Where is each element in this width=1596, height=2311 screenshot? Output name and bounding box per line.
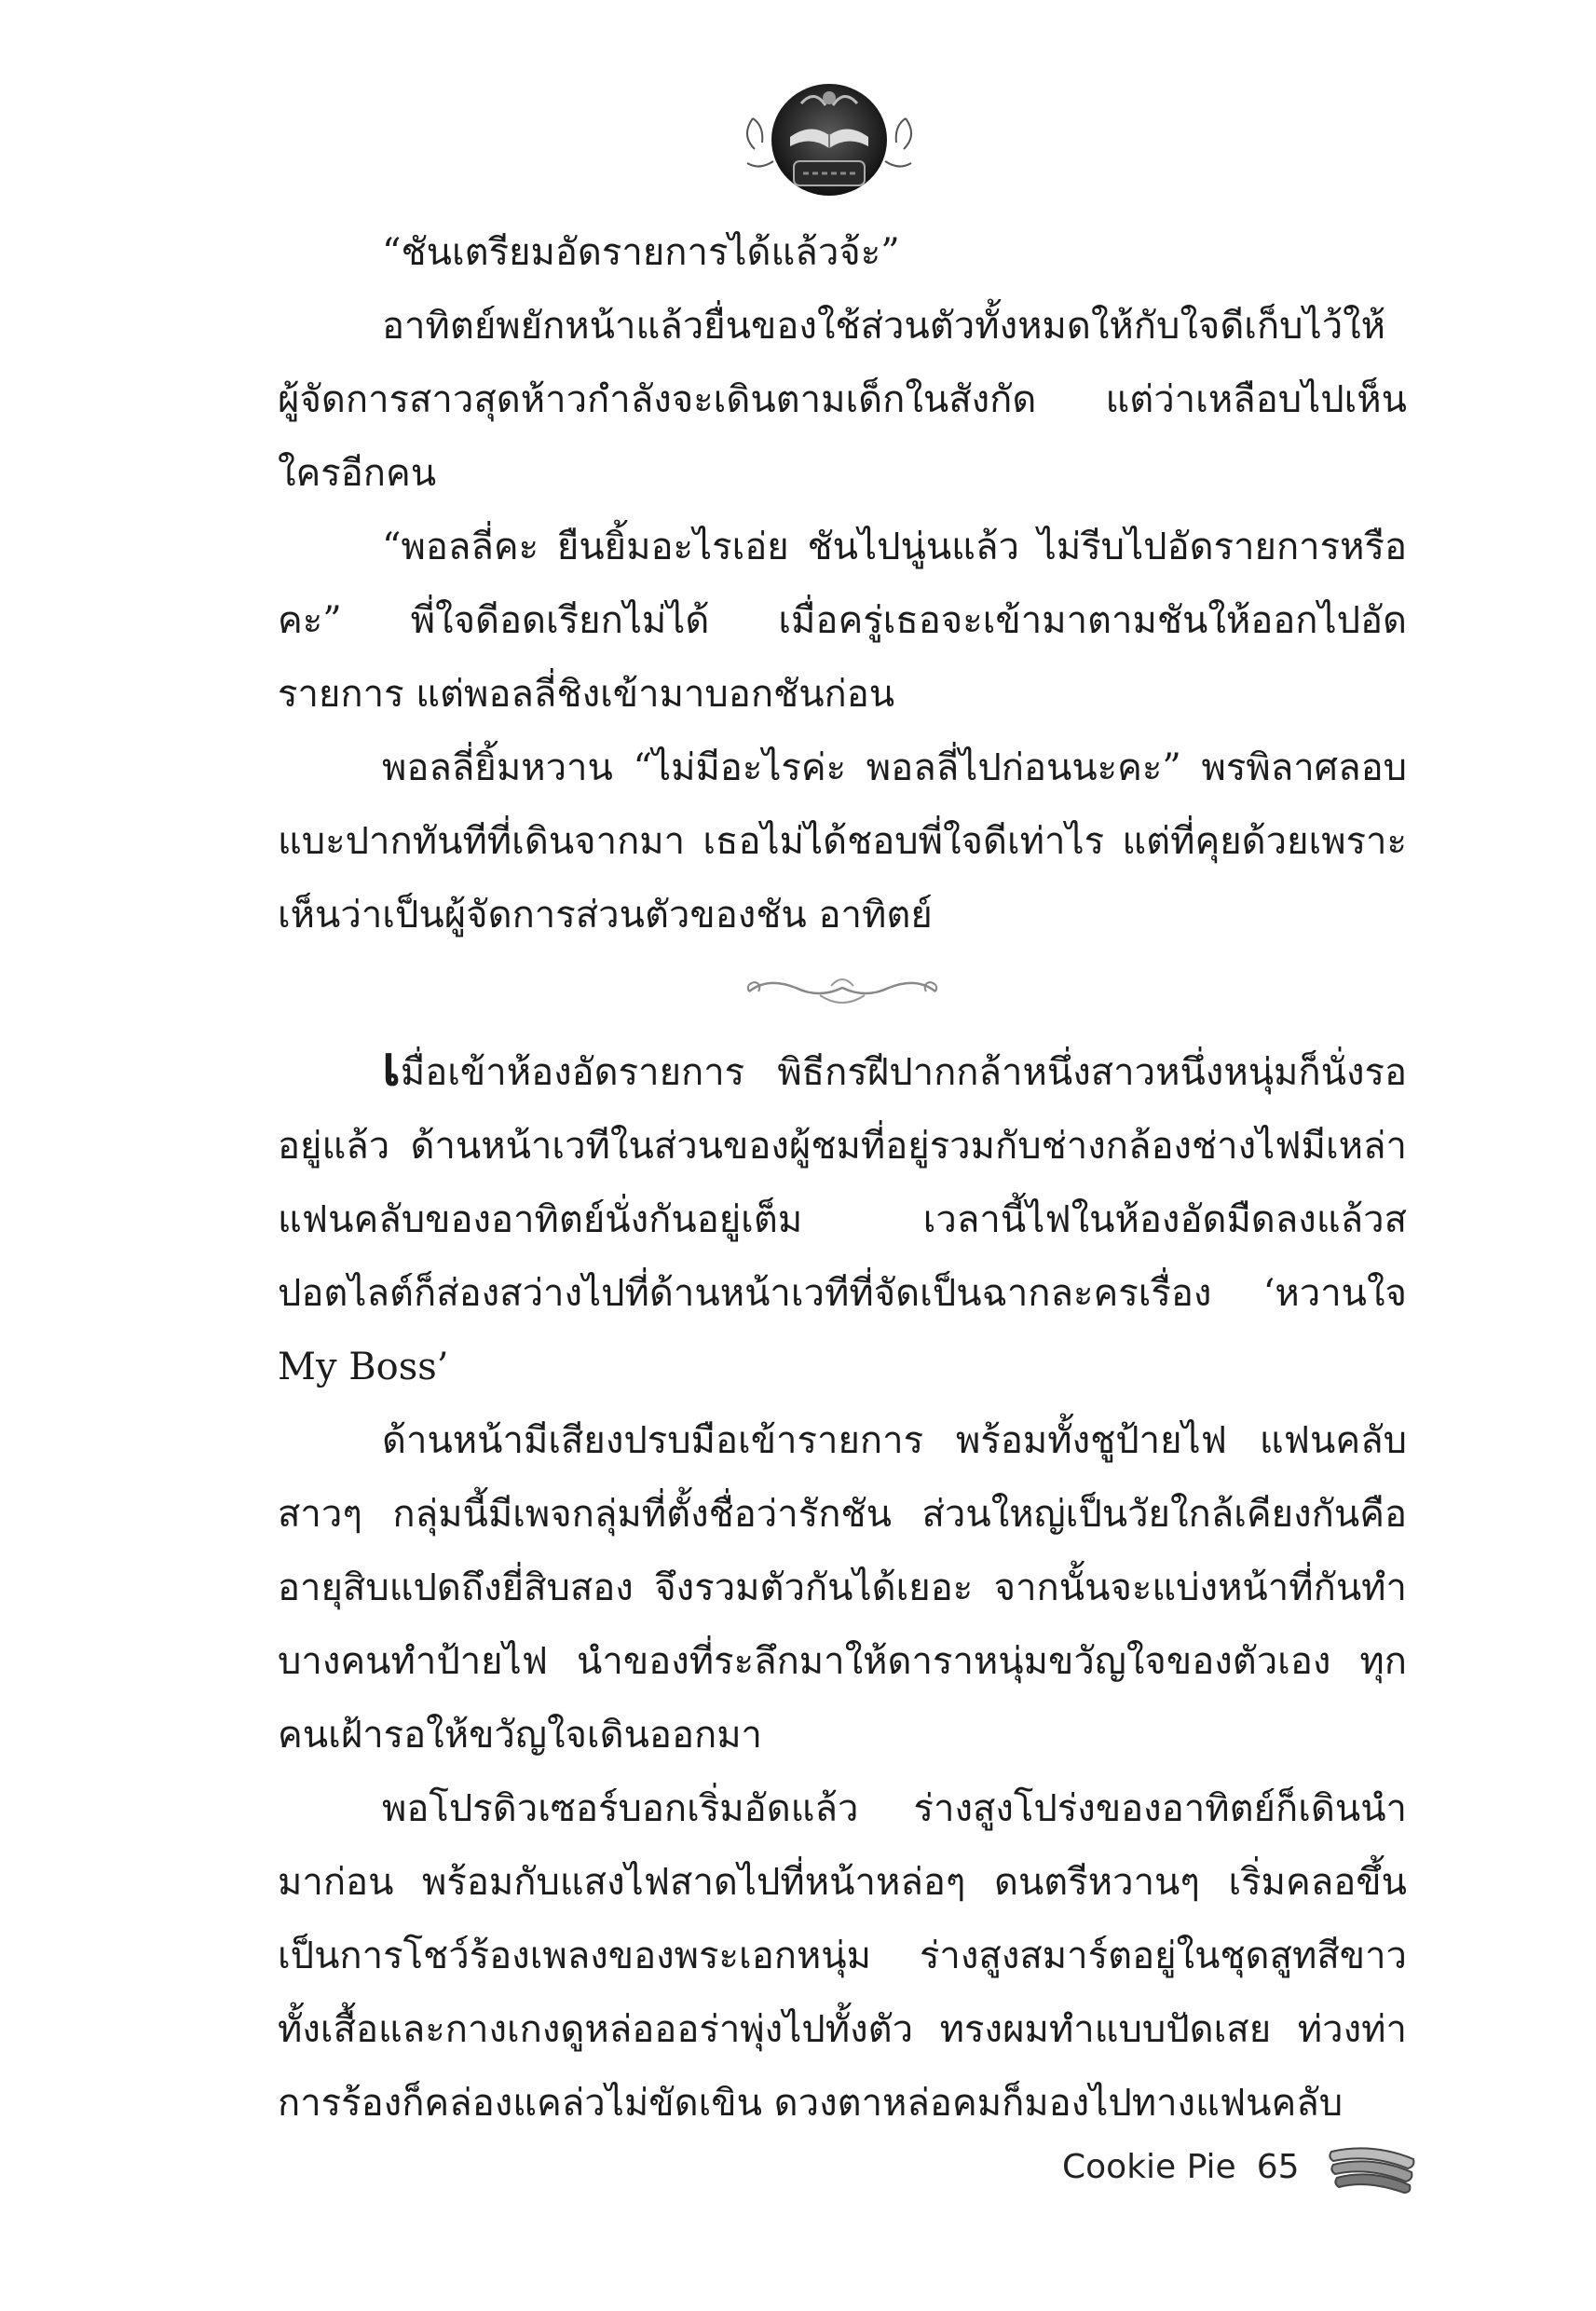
footer-book-title: Cookie Pie (1062, 2147, 1236, 2186)
paragraph: มื่อเข้าห้องอัดรายการ พิธีกรฝีปากกล้าหนึ่งสาวหนึ่งหนุ่มก็นั่งรออยู่แล้ว ด้านหน้าเวทีในส่วนของผู้ชมที่อยู่รวมกับช่างกล้องช่างไฟมีเหล่าแฟนคลับของอาทิตย์นั่งกันอยู่เต็ม เวลานี้ไฟในห้องอัดมืดลงแล้วสปอตไลต์ก็ส่องสว่างไปที่ด้านหน้าเวทีที่จัดเป็นฉากละครเรื่อง ‘หวานใจ My Boss’ (278, 1051, 1407, 1388)
paragraph: “พอลลี่คะ ยืนยิ้มอะไรเอ่ย ชันไปนู่นแล้ว ไม่รีบไปอัดรายการหรือคะ” พี่ใจดีอดเรียกไม่ได้ เมื่อครู่เธอจะเข้ามาตามชันให้ออกไปอัดรายการ แต่พอลลี่ชิงเข้ามาบอกชันก่อน (278, 526, 1407, 716)
paragraph: พอลลี่ยิ้มหวาน “ไม่มีอะไรค่ะ พอลลี่ไปก่อนนะคะ” พรพิลาศลอบแบะปากทันทีที่เดินจากมา เธอไม่ได้ชอบพี่ใจดีเท่าไร แต่ที่คุยด้วยเพราะเห็นว่าเป็นผู้จัดการส่วนตัวของชัน อาทิตย์ (278, 746, 1407, 937)
book-emblem-icon (736, 61, 922, 205)
paragraph: พอโปรดิวเซอร์บอกเริ่มอัดแล้ว ร่างสูงโปร่งของอาทิตย์ก็เดินนำมาก่อน พร้อมกับแสงไฟสาดไปที่หน้าหล่อๆ ดนตรีหวานๆ เริ่มคลอขึ้น เป็นการโชว์ร้องเพลงของพระเอกหนุ่ม ร่างสูงสมาร์ตอยู่ในชุดสูทสีขาวทั้งเสื้อและกางเกงดูหล่อออร่าพุ่งไปทั้งตัว ทรงผมทำแบบปัดเสย ท่วงท่าการร้องก็คล่องแคล่วไม่ขัดเขิน ดวงตาหล่อคมก็มองไปทางแฟนคลับ (278, 1787, 1407, 2125)
paragraph: “ชันเตรียมอัดรายการได้แล้วจ้ะ” (382, 231, 900, 274)
body-text (278, 216, 1407, 2140)
drop-cap: เ (382, 1034, 401, 1098)
flourish-divider-icon (730, 967, 954, 1016)
paragraph: ด้านหน้ามีเสียงปรบมือเข้ารายการ พร้อมทั้งชูป้ายไฟ แฟนคลับสาวๆ กลุ่มนี้มีเพจกลุ่มที่ตั้งชื่อว่ารักชัน ส่วนใหญ่เป็นวัยใกล้เคียงกันคืออายุสิบแปดถึงยี่สิบสอง จึงรวมตัวกันได้เยอะ จากนั้นจะแบ่งหน้าที่กันทำ บางคนทำป้ายไฟ นำของที่ระลึกมาให้ดาราหนุ่มขวัญใจของตัวเอง ทุกคนเฝ้ารอให้ขวัญใจเดินออกมา (278, 1419, 1407, 1757)
page-footer (1062, 2139, 1419, 2195)
section-first-paragraph (278, 1036, 1407, 1404)
paragraph: อาทิตย์พยักหน้าแล้วยื่นของใช้ส่วนตัวทั้งหมดให้กับใจดีเก็บไว้ให้ ผู้จัดการสาวสุดห้าวกำลังจะเดินตามเด็กในสังกัด แต่ว่าเหลือบไปเห็นใครอีกคน (278, 305, 1407, 495)
page-number: 65 (1256, 2147, 1300, 2186)
cookie-stack-icon (1326, 2139, 1419, 2195)
